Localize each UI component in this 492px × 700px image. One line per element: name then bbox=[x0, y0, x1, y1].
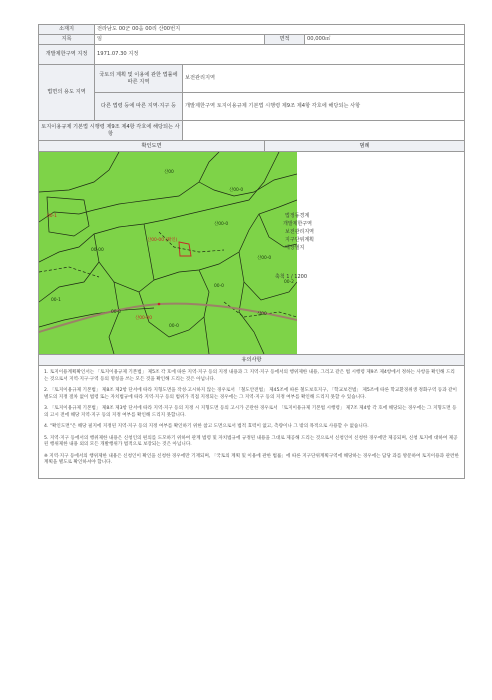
boundary-line bbox=[39, 152, 119, 192]
notes-header-text: 유의사항 bbox=[241, 356, 262, 363]
parcel-boundaries bbox=[39, 152, 297, 354]
land-category-label bbox=[39, 35, 95, 45]
land-category-label-text: 지목 bbox=[61, 36, 72, 43]
legend-item bbox=[275, 236, 462, 244]
legend-header bbox=[265, 141, 465, 152]
regulation-value bbox=[183, 121, 465, 141]
parcel-label: 산00-0 bbox=[214, 222, 229, 227]
zoning-label-text: 법면의 용도 지역 bbox=[47, 89, 86, 96]
boundary-line bbox=[94, 224, 154, 292]
land-category-value-text: 임 bbox=[97, 36, 103, 43]
legend-item bbox=[275, 228, 462, 236]
zoning-label bbox=[39, 65, 95, 121]
location-label bbox=[39, 25, 95, 35]
parcel-label: 산00-00 bbox=[135, 316, 152, 321]
legend-item bbox=[275, 244, 462, 252]
location-value bbox=[95, 25, 465, 35]
parcel-label: 산00-0 bbox=[229, 188, 244, 193]
parcel-label: 산00-00 (확인) bbox=[147, 238, 178, 243]
legend-item bbox=[275, 220, 462, 228]
location-value-text: 전라남도 00군 00읍 00리 산00번지 bbox=[97, 26, 181, 33]
parcel-label: 산00 bbox=[257, 312, 267, 317]
note-paragraph: 4. "확인도면"은 해당 필지에 지정된 지역·지구 등의 지정 여부를 확인하기 위한 참고 도면으로서 법적 효력이 없고, 측량이나 그 밖의 목적으로 사용할 수 없습니다. bbox=[44, 424, 369, 429]
boundary-line bbox=[109, 282, 119, 354]
notes-header bbox=[39, 355, 465, 366]
parcel-label: 산00-0 bbox=[257, 256, 272, 261]
parcel-label: 00-0 bbox=[214, 284, 224, 289]
designation-label-text: 개발제한구역 지정 bbox=[45, 51, 88, 58]
parcel-label: 00-0 bbox=[111, 310, 121, 315]
dashed-boundary bbox=[39, 267, 99, 277]
zoning-sub1-label-text: 국토의 계획 및 이용에 관한 법률에 따른 지역 bbox=[99, 72, 178, 85]
info-table bbox=[38, 24, 465, 479]
regulation-label bbox=[39, 121, 183, 141]
zoning-sub1-value-text: 보전관리지역 bbox=[185, 75, 216, 82]
legend-label: 개발제한구역 bbox=[283, 220, 312, 227]
legend-label: 대상필지 bbox=[285, 244, 305, 251]
designation-label bbox=[39, 45, 95, 65]
note-paragraph: 3. 「토지이용규제 기본법」 제8조 제3항 단서에 따라 지역·지구 등의 지정 시 지형도면 등의 고시가 곤란한 경우로서 「토지이용규제 기본법 시행령」 제7조 제4항 각 호에 해당되는 경우에는 그 지형도면 등의 고시 전에 해당 지역·지구 등의 지정 여부를 확인해 드리지 못합니다. bbox=[44, 406, 457, 418]
designation-value bbox=[95, 45, 465, 65]
area-label bbox=[265, 35, 305, 45]
legend-label: 지구단위계획 bbox=[285, 236, 314, 243]
land-category-value bbox=[95, 35, 265, 45]
boundary-line bbox=[199, 174, 297, 196]
legend-label: 법정동경계 bbox=[285, 212, 310, 219]
regulation-label-text: 토지이용규제 기본법 시행령 제9조 제4항 각호에 해당되는 사항 bbox=[41, 124, 180, 137]
boundary-line bbox=[199, 270, 209, 354]
note-paragraph: ※ 지역·지구 등에서의 행위제한 내용은 신청인이 확인을 신청한 경우에만 기재되며, 「국토의 계획 및 이용에 관한 법률」에 따른 지구단위계획구역에 해당하는 경우에는 담당 과를 방문하여 토지이용과 관련한 계획을 별도로 확인하셔야 합니다. bbox=[44, 453, 459, 465]
zoning-sub2-label bbox=[95, 93, 183, 121]
legend-item bbox=[275, 212, 462, 220]
parcel-label: 00-2 bbox=[284, 280, 294, 285]
note-paragraph: 2. 「토지이용규제 기본법」 제8조 제2항 단서에 따라 지형도면을 작성·고시하지 않는 경우로서 「철도안전법」 제45조에 따른 철도보호지구, 「학교보건법」 제5조에 따른 학교환경위생 정화구역 등과 같이 별도의 지정 절차 없이 법령 또는 자치법규에 따라 지역·지구 등의 범위가 직접 지정되는 경우에는 그 지역·지구 등의 지정 여부를 확인해 드리지 못할 수 있습니다. bbox=[44, 388, 457, 400]
area-label-text: 면적 bbox=[279, 36, 290, 43]
marker-dot bbox=[158, 303, 161, 306]
map-header-text: 확인도면 bbox=[141, 142, 162, 149]
land-use-confirmation-document bbox=[38, 24, 464, 479]
note-paragraph: 5. 지역·지구 등에서의 행위제한 내용은 신청인의 편의를 도모하기 위하여 관계 법령 및 자치법규에 규정된 내용을 그대로 제공해 드리는 것으로서 신청인이 신청한 경우에만 제공되며, 신청 토지에 대하여 제공된 행위제한 내용 외의 모든 개발행위가 법적으로 보장되는 것은 아닙니다. bbox=[44, 435, 458, 447]
area-value bbox=[305, 35, 465, 45]
zoning-sub2-value-text: 개발제한구역 토지이용규제 기본법 시행령 제9조 제4항 각호에 해당되는 사항 bbox=[185, 103, 361, 110]
map-scale: 축척 1 / 1200 bbox=[275, 274, 308, 280]
parcel-label: 00-1 bbox=[47, 214, 57, 219]
location-label-text: 소재지 bbox=[58, 26, 75, 33]
designation-value-text: 1971.07.30 지정 bbox=[97, 51, 139, 58]
zoning-sub1-value bbox=[183, 65, 465, 93]
area-value-text: 00,000㎡ bbox=[307, 36, 331, 43]
parcel-map bbox=[39, 152, 297, 354]
parcel-label: 00-00 bbox=[91, 248, 104, 253]
zoning-sub2-value bbox=[183, 93, 465, 121]
notes-body bbox=[39, 366, 465, 479]
zoning-sub2-label-text: 다른 법령 등에 따른 지역·지구 등 bbox=[100, 103, 177, 110]
parcel-label: 00-1 bbox=[51, 298, 61, 303]
boundary-line bbox=[39, 262, 99, 302]
legend-label: 보전관리지역 bbox=[285, 228, 314, 235]
parcel-label: 00-0 bbox=[169, 324, 179, 329]
parcel-label: 산00 bbox=[164, 170, 174, 175]
note-paragraph: 1. 토지이용계획확인서는 「토지이용규제 기본법」 제5조 각 호에 따른 지역·지구 등의 지정 내용과 그 지역·지구 등에서의 행위제한 내용, 그리고 같은 법 시행령 제9조 제4항에서 정하는 사항을 확인해 드리는 것으로서 지역·지구·구역 등의 명칭을 쓰는 모든 것을 확인해 드리는 것은 아닙니다. bbox=[44, 370, 455, 382]
boundary-line bbox=[39, 152, 279, 262]
legend-header-text: 범례 bbox=[359, 142, 370, 149]
map-header bbox=[39, 141, 265, 152]
zoning-sub1-label bbox=[95, 65, 183, 93]
boundary-line bbox=[39, 152, 219, 222]
